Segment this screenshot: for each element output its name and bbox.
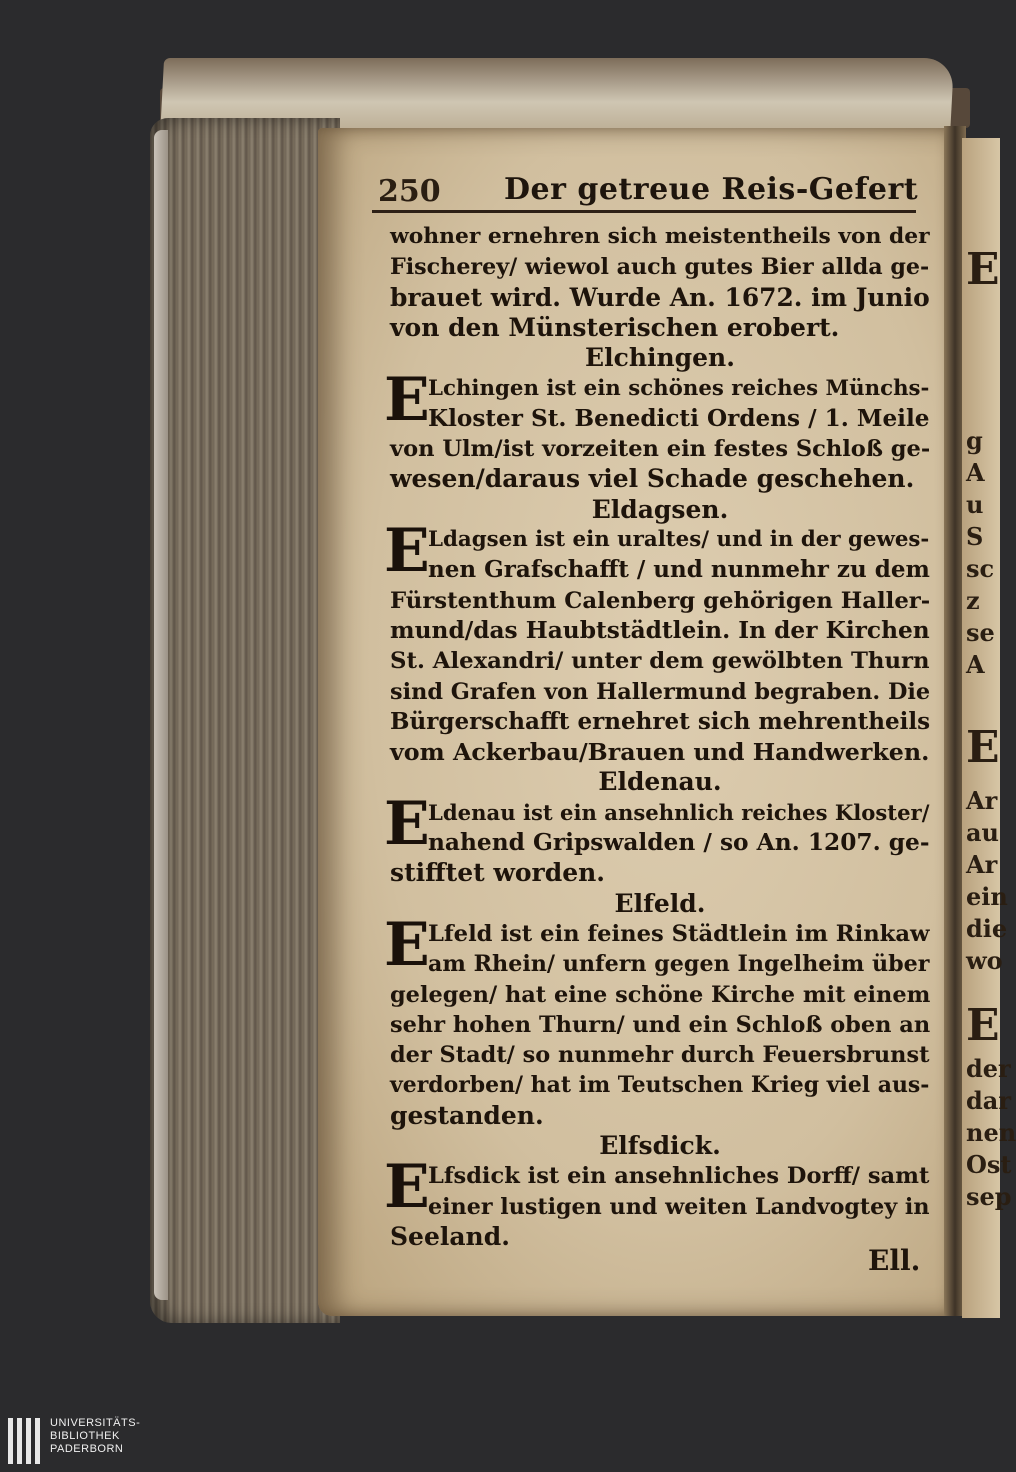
book-fore-edge-highlight bbox=[154, 130, 168, 1300]
right-page-fragment: die bbox=[966, 914, 1008, 943]
right-page-fragment: ein bbox=[966, 882, 1008, 911]
entry-heading: Eldagsen. bbox=[591, 495, 729, 524]
drop-initial: E bbox=[384, 910, 430, 980]
text-line: gelegen/ hat eine schöne Kirche mit einem bbox=[390, 982, 931, 1008]
right-page-fragment: Ost bbox=[966, 1150, 1012, 1179]
text-line: sehr hohen Thurn/ und ein Schloß oben an bbox=[390, 1012, 931, 1038]
right-page-fragment: nen bbox=[966, 1118, 1016, 1147]
running-head bbox=[378, 168, 918, 210]
right-page-fragment: Ar bbox=[966, 786, 998, 815]
text-line: Ldenau ist ein ansehnlich reiches Kloster/ bbox=[428, 800, 930, 825]
text-line: Lfsdick ist ein ansehnliches Dorff/ samt bbox=[428, 1163, 930, 1189]
entry-heading: Eldenau. bbox=[598, 767, 722, 796]
right-page-fragment: wo bbox=[966, 946, 1003, 975]
text-line: wohner ernehren sich meistentheils von der bbox=[390, 224, 930, 249]
right-page-fragment: Ar bbox=[966, 850, 998, 879]
entry-heading: Elchingen. bbox=[585, 343, 735, 372]
right-page-fragment: E bbox=[966, 244, 1000, 295]
right-page-fragment: z bbox=[966, 586, 980, 615]
library-logo-text bbox=[50, 1417, 140, 1456]
book-fore-edge bbox=[150, 118, 340, 1323]
text-line: von Ulm/ist vorzeiten ein festes Schloß ge- bbox=[390, 436, 931, 462]
right-page-fragment: g bbox=[966, 426, 983, 455]
right-page-edge bbox=[962, 138, 1016, 1318]
right-page-fragment: E bbox=[966, 722, 1000, 773]
text-line: Lfeld ist ein feines Städtlein im Rinkaw bbox=[428, 921, 930, 947]
text-line: der Stadt/ so nunmehr durch Feuersbrunst bbox=[390, 1042, 930, 1068]
logo-line-1: UNIVERSITÄTS- bbox=[50, 1417, 141, 1429]
text-line: Seeland. bbox=[390, 1222, 510, 1251]
drop-initial: E bbox=[384, 365, 430, 435]
entry-heading: Elfsdick. bbox=[599, 1131, 721, 1160]
text-line: von den Münsterischen erobert. bbox=[390, 313, 840, 342]
text-line: einer lustigen und weiten Landvogtey in bbox=[428, 1194, 930, 1220]
right-page-fragment: A bbox=[966, 458, 985, 487]
text-line: vom Ackerbau/Brauen und Handwerken. bbox=[390, 738, 930, 766]
text-line: am Rhein/ unfern gegen Ingelheim über bbox=[428, 951, 930, 977]
text-line: Fürstenthum Calenberg gehörigen Haller- bbox=[390, 588, 931, 614]
text-line: St. Alexandri/ unter dem gewölbten Thurn bbox=[390, 648, 930, 674]
text-line: verdorben/ hat im Teutschen Krieg viel aus- bbox=[390, 1072, 930, 1098]
right-page-fragment: A bbox=[966, 650, 985, 679]
text-line: Fischerey/ wiewol auch gutes Bier allda ge- bbox=[390, 254, 930, 280]
text-line: mund/das Haubtstädtlein. In der Kirchen bbox=[390, 617, 930, 644]
text-line: Kloster St. Benedicti Ordens / 1. Meile bbox=[428, 405, 930, 432]
entry-heading: Elfeld. bbox=[614, 889, 706, 918]
right-page-fragment: u bbox=[966, 490, 984, 519]
text-line: Bürgerschafft ernehret sich mehrentheils bbox=[390, 708, 931, 735]
text-line: Ldagsen ist ein uraltes/ und in der gewes- bbox=[428, 527, 930, 552]
right-page-fragment: S bbox=[966, 522, 984, 551]
text-line: nahend Gripswalden / so An. 1207. ge- bbox=[428, 829, 930, 856]
text-line: stifftet worden. bbox=[390, 858, 605, 887]
right-page-fragment: der bbox=[966, 1054, 1011, 1083]
running-title: Der getreue Reis-Gefert bbox=[504, 172, 919, 207]
text-line: sind Grafen von Hallermund begraben. Die bbox=[390, 679, 931, 705]
text-line: Lchingen ist ein schönes reiches Münchs- bbox=[428, 376, 930, 401]
text-line: nen Grafschafft / und nunmehr zu dem bbox=[428, 556, 930, 583]
library-logo-mark bbox=[8, 1418, 48, 1464]
right-page-fragment: au bbox=[966, 818, 999, 847]
header-rule bbox=[372, 210, 916, 213]
drop-initial: E bbox=[384, 789, 430, 859]
page-number: 250 bbox=[378, 174, 441, 209]
right-page-fragment: sep bbox=[966, 1182, 1012, 1211]
drop-initial: E bbox=[384, 516, 430, 586]
library-logo bbox=[6, 1412, 156, 1468]
right-page-fragment: dar bbox=[966, 1086, 1011, 1115]
drop-initial: E bbox=[384, 1152, 430, 1222]
right-page-fragment: sc bbox=[966, 554, 995, 583]
text-line: brauet wird. Wurde An. 1672. im Junio bbox=[390, 283, 930, 312]
logo-line-2: BIBLIOTHEK bbox=[50, 1430, 120, 1442]
right-page-fragment: E bbox=[966, 1000, 1000, 1051]
logo-line-3: PADERBORN bbox=[50, 1443, 124, 1455]
right-page-fragment: se bbox=[966, 618, 995, 647]
text-line: gestanden. bbox=[390, 1101, 544, 1130]
catchword: Ell. bbox=[868, 1244, 921, 1277]
text-line: wesen/daraus viel Schade geschehen. bbox=[390, 464, 915, 493]
